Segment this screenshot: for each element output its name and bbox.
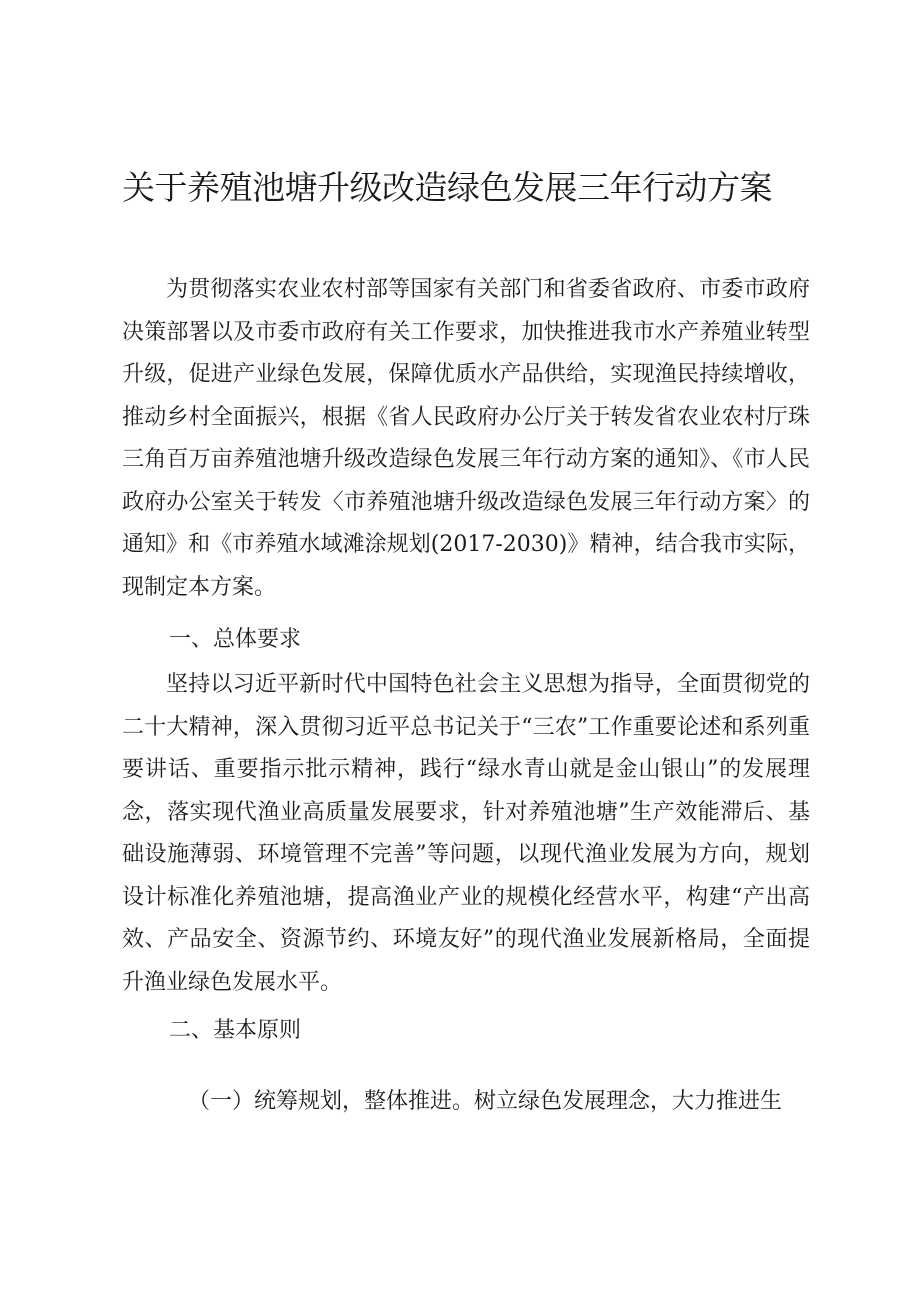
section-heading-overall-requirements: 一、总体要求: [169, 627, 302, 652]
section-heading-basic-principles: 二、基本原则: [169, 1018, 302, 1043]
document-title: 关于养殖池塘升级改造绿色发展三年行动方案: [122, 168, 772, 207]
overall-requirements-paragraph: 坚持以习近平新时代中国特色社会主义思想为指导，全面贯彻党的二十大精神，深入贯彻习近平总书记关于“三农”工作重要论述和系列重要讲话、重要指示批示精神，践行“绿水青山就是金山银山”的发展理念，落实现代渔业高质量发展要求，针对养殖池塘”生产效能滞后、基础设施薄弱、环境管理不完善”等问题，以现代渔业发展为方向，规划设计标准化养殖池塘，提高渔业产业的规模化经营水平，构建“产出高效、产品安全、资源节约、环境友好”的现代渔业发展新格局，全面提升渔业绿色发展水平。: [122, 672, 810, 995]
intro-paragraph: 为贯彻落实农业农村部等国家有关部门和省委省政府、市委市政府决策部署以及市委市政府有关工作要求，加快推进我市水产养殖业转型升级，促进产业绿色发展，保障优质水产品供给，实现渔民持续增收，推动乡村全面振兴，根据《省人民政府办公厅关于转发省农业农村厅珠三角百万亩养殖池塘升级改造绿色发展三年行动方案的通知》、《市人民政府办公室关于转发〈市养殖池塘升级改造绿色发展三年行动方案〉的通知》和《市养殖水域滩涂规划(2017-2030)》精神，结合我市实际，现制定本方案。: [122, 277, 810, 600]
basic-principles-paragraph: （一）统筹规划，整体推进。树立绿色发展理念，大力推进生: [188, 1089, 783, 1114]
